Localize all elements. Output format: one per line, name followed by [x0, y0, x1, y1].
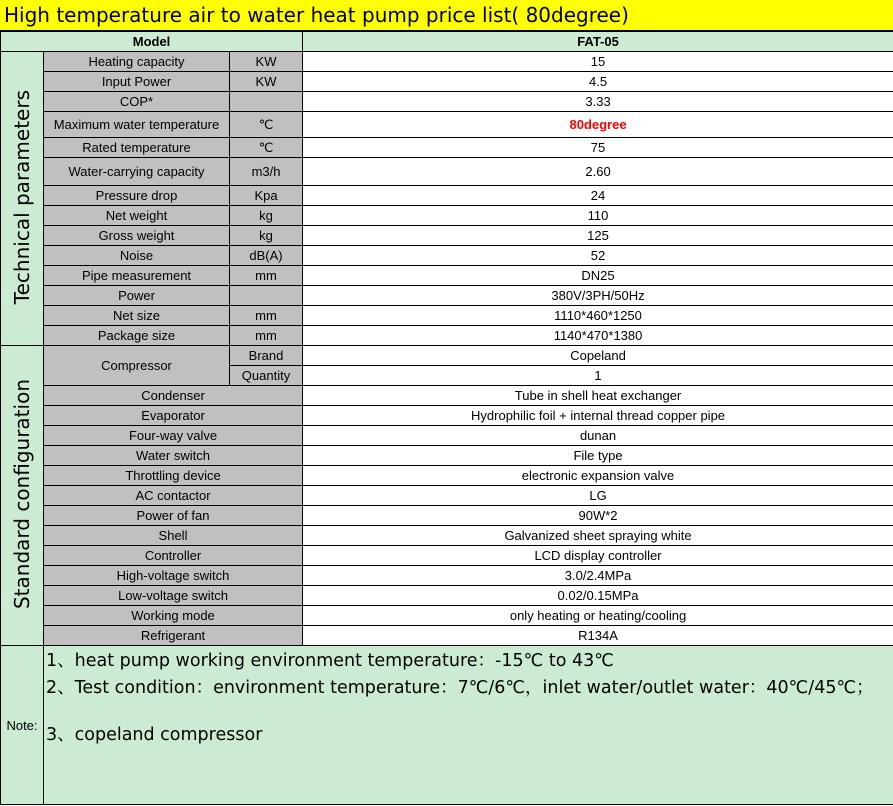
compressor-brand-label: Brand [230, 346, 303, 366]
config-value: 90W*2 [303, 506, 893, 526]
param-label: Noise [44, 246, 230, 266]
spec-row [1, 158, 893, 186]
compressor-label: Compressor [44, 346, 230, 386]
config-label: Controller [44, 546, 303, 566]
config-value: Hydrophilic foil + internal thread copper pipe [303, 406, 893, 426]
config-value: dunan [303, 426, 893, 446]
param-label: Net weight [44, 206, 230, 226]
config-value: LG [303, 486, 893, 506]
config-label: Power of fan [44, 506, 303, 526]
spec-row [1, 446, 893, 466]
param-unit: mm [230, 306, 303, 326]
note-label: Note: [1, 646, 44, 805]
param-label: Power [44, 286, 230, 306]
section-standard [1, 346, 44, 646]
spec-row [1, 506, 893, 526]
param-label: Maximum water temperature [44, 112, 230, 138]
note-content [44, 646, 893, 805]
compressor-brand-value: Copeland [303, 346, 893, 366]
param-label: Input Power [44, 72, 230, 92]
config-label: Condenser [44, 386, 303, 406]
section-technical-label: Technical parameters [10, 89, 34, 305]
model-label: Model [1, 32, 303, 52]
param-value: 1140*470*1380 [303, 326, 893, 346]
config-value: Galvanized sheet spraying white [303, 526, 893, 546]
param-value: 75 [303, 138, 893, 158]
param-label: Heating capacity [44, 52, 230, 72]
spec-row [1, 626, 893, 646]
spec-row [1, 112, 893, 138]
config-label: Shell [44, 526, 303, 546]
param-unit [230, 92, 303, 112]
spec-row [1, 546, 893, 566]
param-unit: KW [230, 52, 303, 72]
param-label: Pipe measurement [44, 266, 230, 286]
param-label: Pressure drop [44, 186, 230, 206]
param-label: COP* [44, 92, 230, 112]
config-label: Low-voltage switch [44, 586, 303, 606]
spec-row [1, 138, 893, 158]
spec-row [1, 426, 893, 446]
param-value: 15 [303, 52, 893, 72]
config-label: High-voltage switch [44, 566, 303, 586]
param-unit: mm [230, 266, 303, 286]
spec-row [1, 486, 893, 506]
model-value: FAT-05 [303, 32, 893, 52]
param-unit [230, 286, 303, 306]
spec-row [1, 92, 893, 112]
config-value: R134A [303, 626, 893, 646]
param-unit: dB(A) [230, 246, 303, 266]
config-label: Four-way valve [44, 426, 303, 446]
param-value: 24 [303, 186, 893, 206]
param-value: 80degree [303, 112, 893, 138]
config-value: LCD display controller [303, 546, 893, 566]
spec-row [1, 466, 893, 486]
section-technical [1, 52, 44, 346]
spec-row [1, 326, 893, 346]
param-value: 380V/3PH/50Hz [303, 286, 893, 306]
config-value: File type [303, 446, 893, 466]
spec-row [1, 386, 893, 406]
config-label: Evaporator [44, 406, 303, 426]
param-value: 52 [303, 246, 893, 266]
param-unit: Kpa [230, 186, 303, 206]
param-value: 125 [303, 226, 893, 246]
spec-row [1, 52, 893, 72]
config-label: Refrigerant [44, 626, 303, 646]
spec-table [0, 31, 893, 805]
note-line: 1、heat pump working environment temperature：-15℃ to 43℃ [46, 651, 614, 671]
param-value: DN25 [303, 266, 893, 286]
config-label: Working mode [44, 606, 303, 626]
spec-row [1, 226, 893, 246]
param-value: 110 [303, 206, 893, 226]
spec-row [1, 266, 893, 286]
param-label: Rated temperature [44, 138, 230, 158]
config-label: AC contactor [44, 486, 303, 506]
param-value: 3.33 [303, 92, 893, 112]
spec-row [1, 586, 893, 606]
config-value: electronic expansion valve [303, 466, 893, 486]
param-value: 4.5 [303, 72, 893, 92]
spec-row [1, 526, 893, 546]
param-unit: m3/h [230, 158, 303, 186]
header-row [1, 32, 893, 52]
spec-row [1, 286, 893, 306]
param-unit: KW [230, 72, 303, 92]
spec-row [1, 206, 893, 226]
param-label: Net size [44, 306, 230, 326]
spec-row [1, 186, 893, 206]
spec-row [1, 346, 893, 366]
note-line: 2、Test condition：environment temperature：7℃/6℃，inlet water/outlet water：40℃/45℃； [46, 678, 874, 698]
note-line: 3、copeland compressor [46, 725, 263, 745]
param-unit: kg [230, 206, 303, 226]
config-value: Tube in shell heat exchanger [303, 386, 893, 406]
spec-row [1, 406, 893, 426]
section-standard-label: Standard configuration [10, 378, 34, 609]
param-unit: kg [230, 226, 303, 246]
param-unit: ℃ [230, 138, 303, 158]
param-unit: mm [230, 326, 303, 346]
spec-row [1, 306, 893, 326]
sheet-title: High temperature air to water heat pump price list( 80degree) [0, 0, 893, 31]
param-value: 2.60 [303, 158, 893, 186]
param-label: Water-carrying capacity [44, 158, 230, 186]
config-value: only heating or heating/cooling [303, 606, 893, 626]
config-label: Throttling device [44, 466, 303, 486]
config-label: Water switch [44, 446, 303, 466]
spec-row [1, 606, 893, 626]
param-value: 1110*460*1250 [303, 306, 893, 326]
note-row [1, 646, 893, 805]
param-unit: ℃ [230, 112, 303, 138]
config-value: 0.02/0.15MPa [303, 586, 893, 606]
spec-row [1, 72, 893, 92]
param-label: Gross weight [44, 226, 230, 246]
compressor-quantity-value: 1 [303, 366, 893, 386]
config-value: 3.0/2.4MPa [303, 566, 893, 586]
compressor-quantity-label: Quantity [230, 366, 303, 386]
spec-row [1, 246, 893, 266]
spec-row [1, 566, 893, 586]
param-label: Package size [44, 326, 230, 346]
